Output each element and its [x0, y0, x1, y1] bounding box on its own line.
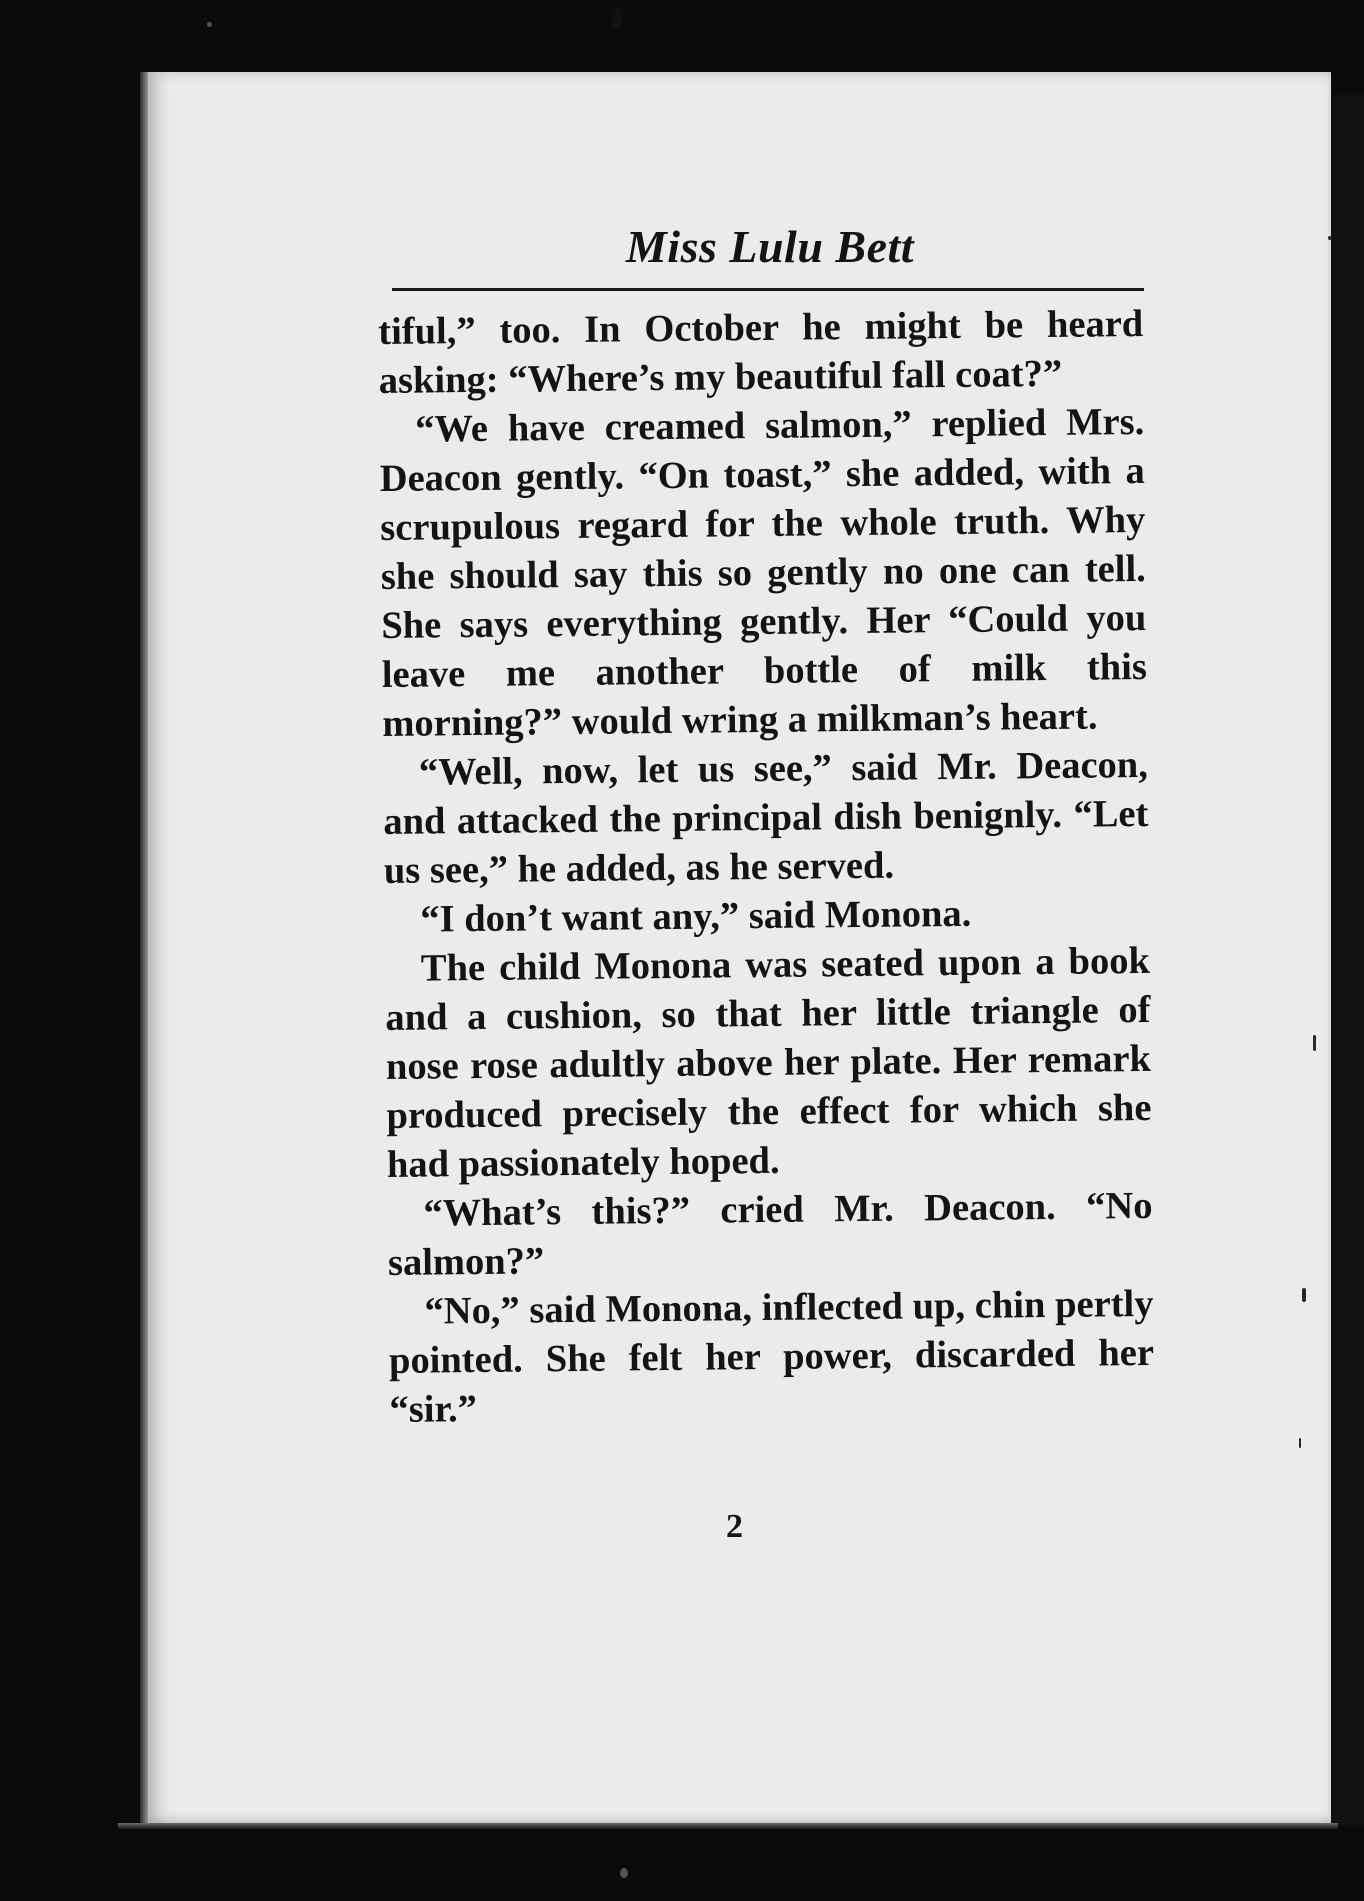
margin-mark: [1313, 1035, 1316, 1051]
dust-speck: [612, 8, 622, 30]
paragraph: “What’s this?” cried Mr. Deacon. “No salmon?”: [387, 1184, 1153, 1284]
body-text: [378, 300, 1155, 1435]
paragraph: “No,” said Monona, inflected up, chin pertly pointed. She felt her power, discarded her “sir.”: [388, 1282, 1155, 1431]
page-bottom-edge: [118, 1823, 1338, 1829]
paragraph: “We have creamed salmon,” replied Mrs. Deacon gently. “On toast,” she added, with a scrupulous regard for the whole truth. Why she should say this so gently no one can tell. She says everything gently. Her “Could you leave me another bottle of milk this morning?” would wring a milkman’s heart.: [379, 400, 1148, 745]
paragraph: “I don’t want any,” said Monona.: [420, 892, 972, 941]
running-head-rule: [392, 288, 1144, 291]
dust-speck: [207, 22, 212, 27]
paragraph: tiful,” too. In October he might be heard asking: “Where’s my beautiful fall coat?”: [378, 302, 1144, 402]
margin-mark: [1302, 1288, 1306, 1302]
page-number: 2: [726, 1508, 743, 1545]
dust-speck: [620, 1868, 628, 1878]
margin-mark: [1328, 236, 1332, 240]
paragraph: “Well, now, let us see,” said Mr. Deacon, and attacked the principal dish benignly. “Let us see,” he added, as he served.: [383, 743, 1149, 892]
page-right-gap: [1331, 95, 1364, 1825]
margin-mark: [1299, 1438, 1301, 1448]
running-head: Miss Lulu Bett: [625, 221, 915, 272]
paragraph: The child Monona was seated upon a book and a cushion, so that her little triangle of nose rose adultly above her plate. Her remark produced precisely the effect for which she had passionately hoped.: [385, 939, 1152, 1186]
